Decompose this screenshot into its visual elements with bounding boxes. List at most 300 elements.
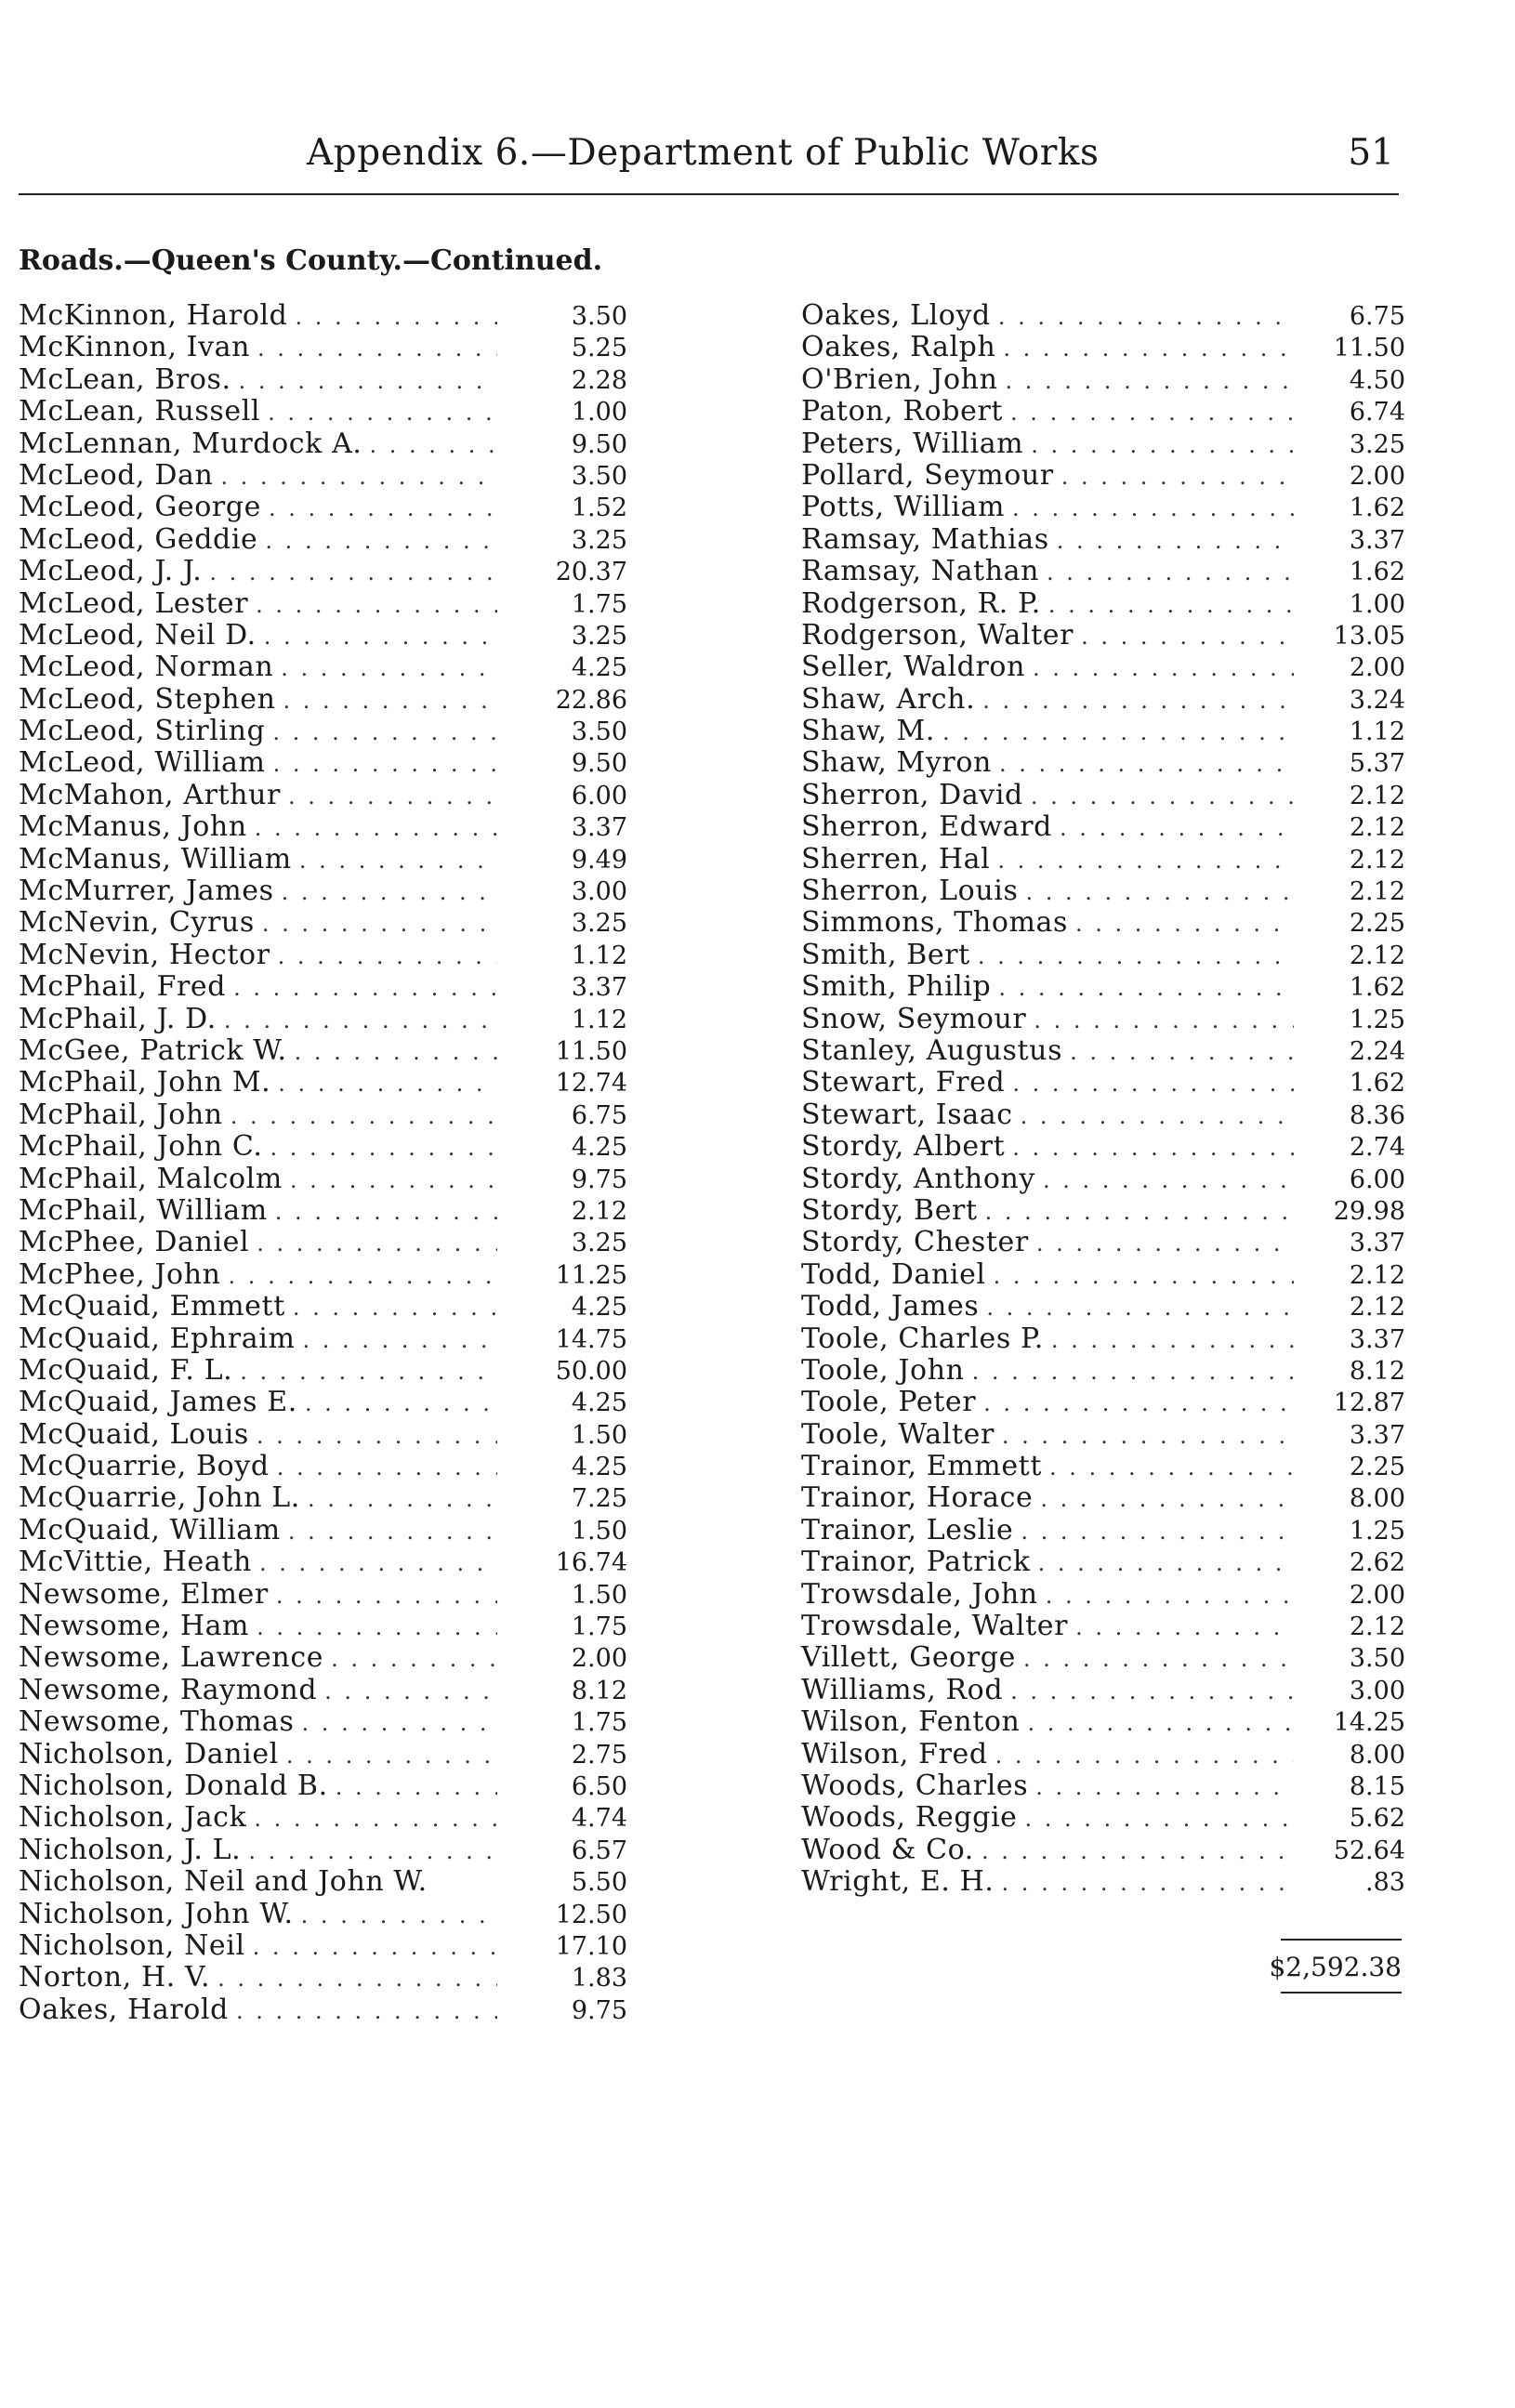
amount: 2.28 <box>571 365 627 395</box>
payee-name: Nicholson, John W. <box>19 1897 294 1930</box>
dot-leader <box>247 812 497 844</box>
list-item <box>801 1419 1405 1451</box>
dot-leader <box>273 652 497 684</box>
dot-leader <box>328 1771 497 1803</box>
dot-leader <box>231 365 497 397</box>
payee-name: Sherren, Hal <box>801 842 991 875</box>
payee-name: Stordy, Albert <box>801 1130 1006 1164</box>
list-item <box>19 1195 627 1227</box>
list-item <box>19 1835 627 1866</box>
amount: 50.00 <box>555 1356 627 1386</box>
amount: 2.12 <box>1349 1260 1405 1290</box>
list-item <box>19 1962 627 1994</box>
payee-name: McLean, Bros. <box>19 362 231 396</box>
amount: 12.87 <box>1333 1388 1405 1418</box>
amount: 1.62 <box>1349 558 1405 587</box>
payee-name: Wood & Co. <box>801 1833 974 1866</box>
payee-name: McLeod, Stirling <box>19 715 266 748</box>
dot-leader <box>226 972 497 1004</box>
dot-leader <box>1074 621 1294 652</box>
total-rule-bottom <box>1281 1992 1402 1994</box>
payee-name: Nicholson, Neil and John W. <box>19 1865 428 1899</box>
list-item <box>801 907 1405 939</box>
payee-name: McQuaid, F. L. <box>19 1353 233 1387</box>
amount: 4.25 <box>571 653 627 683</box>
payee-name: McLennan, Murdock A. <box>19 427 362 460</box>
dot-leader <box>991 972 1294 1004</box>
payee-name: McLeod, Neil D. <box>19 618 257 651</box>
list-item <box>19 332 627 363</box>
list-item <box>19 684 627 716</box>
dot-leader <box>276 685 498 717</box>
payee-name: McMurrer, James <box>19 875 274 908</box>
dot-leader <box>1005 1132 1294 1164</box>
list-item <box>801 556 1405 587</box>
list-item <box>19 1515 627 1546</box>
list-item <box>801 1259 1405 1291</box>
dot-leader <box>294 1900 497 1931</box>
list-item <box>801 1675 1405 1706</box>
dot-leader <box>202 557 497 588</box>
payee-name: Shaw, Myron <box>801 746 992 780</box>
list-item <box>801 1706 1405 1738</box>
dot-leader <box>1016 1643 1294 1675</box>
payee-name: McPhail, Malcolm <box>19 1162 283 1195</box>
list-item <box>19 1675 627 1706</box>
payee-name: McQuaid, William <box>19 1513 281 1546</box>
section-title: Roads.—Queen's County.—Continued. <box>19 244 603 277</box>
amount: 2.12 <box>1349 941 1405 970</box>
payee-name: Smith, Bert <box>801 938 970 971</box>
dot-leader <box>1013 1516 1294 1547</box>
amount: 1.75 <box>571 589 627 619</box>
dot-leader <box>252 1547 497 1579</box>
payee-name: Rodgerson, Walter <box>801 618 1074 651</box>
amount: 8.15 <box>1349 1771 1405 1801</box>
payee-name: Trainor, Emmett <box>801 1450 1042 1483</box>
payee-name: Stewart, Fred <box>801 1066 1006 1099</box>
payee-name: McQuaid, Emmett <box>19 1290 285 1323</box>
dot-leader <box>270 941 497 972</box>
amount: 1.83 <box>571 1964 627 1994</box>
amount: 1.00 <box>1349 589 1405 619</box>
list-item <box>801 1004 1405 1035</box>
amount: 9.49 <box>571 845 627 875</box>
payee-name: Smith, Philip <box>801 970 992 1004</box>
dot-leader <box>1041 589 1294 621</box>
list-item <box>19 1451 627 1482</box>
amount: 2.74 <box>1349 1133 1405 1163</box>
dot-leader <box>249 1612 497 1643</box>
amount: 14.75 <box>555 1324 627 1354</box>
dot-leader <box>986 1260 1294 1292</box>
list-item <box>801 971 1405 1003</box>
list-item <box>801 1835 1405 1866</box>
amount: 4.50 <box>1349 365 1405 395</box>
amount: 3.50 <box>571 302 627 331</box>
amount: 2.62 <box>1349 1548 1405 1578</box>
dot-leader <box>250 333 497 364</box>
right-column-list <box>801 300 1405 1899</box>
amount: 2.25 <box>1349 1453 1405 1482</box>
amount: 1.75 <box>571 1612 627 1642</box>
payee-name: McPhail, John C. <box>19 1130 263 1164</box>
amount: 3.50 <box>1349 1644 1405 1674</box>
payee-name: Simmons, Thomas <box>801 906 1069 940</box>
list-item <box>801 620 1405 651</box>
amount: 1.50 <box>571 1420 627 1450</box>
dot-leader <box>935 717 1294 748</box>
payee-name: Potts, William <box>801 491 1006 524</box>
payee-name: Ramsay, Nathan <box>801 555 1040 588</box>
list-item <box>801 1802 1405 1834</box>
amount: 1.25 <box>1349 1516 1405 1546</box>
list-item <box>19 1802 627 1834</box>
amount: 6.50 <box>571 1771 627 1801</box>
list-item <box>19 1482 627 1514</box>
amount: 3.37 <box>571 813 627 843</box>
dot-leader <box>221 1260 497 1292</box>
dot-leader <box>217 1005 497 1036</box>
payee-name: McQuarrie, John L. <box>19 1481 300 1515</box>
payee-name: McLeod, George <box>19 491 262 524</box>
dot-leader <box>300 1483 497 1515</box>
dot-leader <box>261 493 497 524</box>
list-item <box>801 1546 1405 1578</box>
amount: 7.25 <box>571 1484 627 1514</box>
list-item <box>19 428 627 460</box>
list-item <box>801 811 1405 843</box>
dot-leader <box>274 876 497 908</box>
payee-name: Nicholson, Neil <box>19 1928 245 1962</box>
payee-name: Nicholson, Donald B. <box>19 1769 328 1802</box>
amount: 1.52 <box>571 493 627 523</box>
payee-name: Toole, Walter <box>801 1417 995 1451</box>
list-item <box>19 811 627 843</box>
dot-leader <box>1020 1707 1294 1739</box>
list-item <box>801 1227 1405 1258</box>
amount: 4.25 <box>571 1293 627 1322</box>
list-item <box>801 1195 1405 1227</box>
list-item <box>801 875 1405 907</box>
list-item <box>19 1419 627 1451</box>
dot-leader <box>270 1452 497 1483</box>
payee-name: Newsome, Thomas <box>19 1705 295 1739</box>
list-item <box>19 1930 627 1962</box>
dot-leader <box>245 1931 497 1963</box>
payee-name: McPhee, Daniel <box>19 1226 250 1259</box>
dot-leader <box>260 397 497 428</box>
amount: 52.64 <box>1333 1836 1405 1865</box>
list-item <box>801 1515 1405 1546</box>
payee-name: Trowsdale, Walter <box>801 1610 1069 1643</box>
payee-name: McGee, Patrick W. <box>19 1033 287 1067</box>
payee-name: McVittie, Heath <box>19 1546 252 1579</box>
list-item <box>19 1004 627 1035</box>
payee-name: Sherron, Louis <box>801 875 1019 908</box>
list-item <box>19 1642 627 1674</box>
dot-leader <box>991 301 1294 333</box>
amount: 8.00 <box>1349 1740 1405 1770</box>
list-item <box>801 1164 1405 1195</box>
amount: 5.50 <box>571 1868 627 1898</box>
list-item <box>19 620 627 651</box>
payee-name: Trainor, Leslie <box>801 1513 1014 1546</box>
payee-name: Oakes, Harold <box>19 1993 229 2026</box>
dot-leader <box>297 1388 497 1419</box>
payee-name: Trowsdale, John <box>801 1577 1038 1611</box>
amount: 3.37 <box>1349 525 1405 555</box>
payee-name: Toole, Charles P. <box>801 1322 1044 1355</box>
payee-name: Stanley, Augustus <box>801 1033 1063 1067</box>
payee-name: Stordy, Anthony <box>801 1162 1035 1195</box>
payee-name: Oakes, Ralph <box>801 331 996 364</box>
payee-name: McPhail, J. D. <box>19 1002 217 1035</box>
amount: 2.12 <box>1349 1293 1405 1322</box>
list-item <box>19 907 627 939</box>
dot-leader <box>1068 1612 1294 1643</box>
amount: 1.12 <box>571 1005 627 1034</box>
payee-name: McQuaid, Ephraim <box>19 1322 296 1355</box>
payee-name: McPhail, John M. <box>19 1066 271 1099</box>
payee-name: Newsome, Ham <box>19 1610 250 1643</box>
dot-leader <box>292 845 497 876</box>
amount: 3.25 <box>1349 429 1405 459</box>
list-item <box>801 844 1405 875</box>
dot-leader <box>257 525 497 557</box>
dot-leader <box>249 1228 497 1259</box>
dot-leader <box>223 1100 497 1132</box>
payee-name: Norton, H. V. <box>19 1961 211 1994</box>
amount: 9.75 <box>571 1995 627 2025</box>
dot-leader <box>1031 1547 1294 1579</box>
list-item <box>801 1579 1405 1611</box>
dot-leader <box>995 1867 1294 1899</box>
amount: 6.57 <box>571 1836 627 1865</box>
list-item <box>801 524 1405 556</box>
payee-name: Shaw, M. <box>801 715 936 748</box>
list-item <box>19 1259 627 1291</box>
amount: 2.12 <box>1349 845 1405 875</box>
payee-name: McManus, John <box>19 810 247 844</box>
dot-leader <box>279 1740 497 1771</box>
dot-leader <box>1068 908 1294 940</box>
amount: 3.37 <box>1349 1324 1405 1354</box>
payee-name: McKinnon, Ivan <box>19 331 251 364</box>
dot-leader <box>246 1803 497 1835</box>
amount: 20.37 <box>555 558 627 587</box>
amount: 3.37 <box>1349 1420 1405 1450</box>
payee-name: Peters, William <box>801 427 1024 460</box>
list-item <box>19 1355 627 1387</box>
list-item <box>19 492 627 523</box>
dot-leader <box>1062 1036 1294 1068</box>
payee-name: Shaw, Arch. <box>801 682 976 716</box>
dot-leader <box>248 589 497 621</box>
amount: .83 <box>1365 1868 1405 1898</box>
amount: 4.74 <box>571 1804 627 1834</box>
dot-leader <box>1038 1580 1294 1612</box>
payee-name: Trainor, Patrick <box>801 1546 1031 1579</box>
payee-name: McNevin, Cyrus <box>19 906 255 940</box>
amount: 3.50 <box>571 717 627 747</box>
dot-leader <box>1013 1100 1294 1132</box>
list-item <box>801 1387 1405 1418</box>
header-rule <box>19 193 1399 195</box>
list-item <box>801 1323 1405 1355</box>
amount: 2.75 <box>571 1740 627 1770</box>
list-item <box>19 940 627 971</box>
payee-name: Newsome, Raymond <box>19 1673 318 1706</box>
payee-name: McQuarrie, Boyd <box>19 1450 270 1483</box>
payee-name: McLeod, Stephen <box>19 682 276 716</box>
dot-leader <box>976 1388 1294 1419</box>
payee-name: Stordy, Bert <box>801 1193 978 1227</box>
payee-name: Todd, James <box>801 1290 980 1323</box>
payee-name: Trainor, Horace <box>801 1481 1034 1515</box>
payee-name: Wilson, Fred <box>801 1737 988 1770</box>
dot-leader <box>1054 461 1294 493</box>
list-item <box>801 1067 1405 1099</box>
payee-name: McMahon, Arthur <box>19 778 281 811</box>
amount: 9.50 <box>571 749 627 779</box>
payee-name: Newsome, Lawrence <box>19 1641 324 1675</box>
amount: 3.25 <box>571 1229 627 1258</box>
total-rule-top <box>1281 1939 1402 1941</box>
payee-name: McQuaid, James E. <box>19 1386 297 1419</box>
amount: 2.00 <box>571 1644 627 1674</box>
dot-leader <box>1023 429 1294 461</box>
payee-name: McPhail, John <box>19 1098 223 1131</box>
list-item <box>801 1099 1405 1131</box>
amount: 8.36 <box>1349 1100 1405 1130</box>
amount: 16.74 <box>555 1548 627 1578</box>
payee-name: Snow, Seymour <box>801 1002 1027 1035</box>
amount: 2.12 <box>1349 813 1405 843</box>
dot-leader <box>1029 1228 1294 1259</box>
payee-name: McKinnon, Harold <box>19 299 288 332</box>
payee-name: McLeod, Norman <box>19 651 274 684</box>
amount: 12.50 <box>555 1900 627 1929</box>
dot-leader <box>1005 1068 1294 1099</box>
dot-leader <box>241 1836 497 1867</box>
list-item <box>19 1546 627 1578</box>
payee-name: Oakes, Lloyd <box>801 299 991 332</box>
dot-leader <box>232 1356 497 1388</box>
list-item <box>801 684 1405 716</box>
list-item <box>19 524 627 556</box>
payee-name: McManus, William <box>19 842 292 875</box>
amount: 1.12 <box>1349 717 1405 747</box>
list-item <box>801 940 1405 971</box>
amount: 6.75 <box>571 1100 627 1130</box>
dot-leader <box>965 1356 1294 1388</box>
dot-leader <box>269 1580 497 1612</box>
amount: 6.74 <box>1349 398 1405 428</box>
payee-name: Newsome, Elmer <box>19 1577 269 1611</box>
amount: 1.75 <box>571 1708 627 1738</box>
dot-leader <box>1018 876 1294 908</box>
payee-name: Seller, Waldron <box>801 651 1026 684</box>
amount: 8.12 <box>1349 1356 1405 1386</box>
list-item <box>801 460 1405 492</box>
amount: 9.75 <box>571 1165 627 1194</box>
list-item <box>801 1739 1405 1770</box>
amount: 3.25 <box>571 525 627 555</box>
amount: 8.00 <box>1349 1484 1405 1514</box>
amount: 3.25 <box>571 621 627 651</box>
list-item <box>19 460 627 492</box>
amount: 3.37 <box>1349 1229 1405 1258</box>
list-item <box>801 1291 1405 1322</box>
payee-name: McLeod, Dan <box>19 458 214 492</box>
list-item <box>801 1355 1405 1387</box>
dot-leader <box>979 1292 1294 1323</box>
amount: 1.62 <box>1349 1069 1405 1099</box>
list-item <box>19 1067 627 1099</box>
payee-name: McLean, Russell <box>19 395 261 428</box>
list-item <box>19 1994 627 2026</box>
list-item <box>19 364 627 396</box>
amount: 3.00 <box>571 877 627 907</box>
dot-leader <box>998 365 1294 397</box>
dot-leader <box>990 845 1294 876</box>
dot-leader <box>257 621 497 652</box>
list-item <box>19 1739 627 1770</box>
list-item <box>801 716 1405 747</box>
amount: 1.25 <box>1349 1005 1405 1034</box>
list-item <box>801 780 1405 811</box>
amount: 2.12 <box>571 1196 627 1226</box>
dot-leader <box>287 1036 497 1068</box>
dot-leader <box>1026 1005 1294 1036</box>
list-item <box>801 747 1405 779</box>
amount: 2.12 <box>1349 877 1405 907</box>
dot-leader <box>283 1165 497 1196</box>
list-item <box>19 716 627 747</box>
payee-name: McPhee, John <box>19 1257 221 1291</box>
dot-leader <box>268 1196 497 1228</box>
payee-name: Stewart, Isaac <box>801 1098 1013 1131</box>
payee-name: Woods, Reggie <box>801 1801 1018 1835</box>
payee-name: Nicholson, Daniel <box>19 1737 279 1770</box>
dot-leader <box>995 1420 1294 1452</box>
amount: 29.98 <box>1333 1196 1405 1226</box>
amount: 11.25 <box>555 1260 627 1290</box>
payee-name: Woods, Charles <box>801 1769 1029 1802</box>
list-item <box>801 1642 1405 1674</box>
dot-leader <box>266 748 497 780</box>
payee-name: Pollard, Seymour <box>801 458 1054 492</box>
list-item <box>19 1579 627 1611</box>
payee-name: McLeod, Geddie <box>19 522 258 556</box>
page-number: 51 <box>1348 132 1394 174</box>
dot-leader <box>992 748 1294 780</box>
amount: 1.00 <box>571 398 627 428</box>
list-item <box>19 1706 627 1738</box>
amount: 3.00 <box>1349 1676 1405 1705</box>
dot-leader <box>995 333 1294 364</box>
list-item <box>801 396 1405 428</box>
dot-leader <box>229 1995 497 2027</box>
amount: 2.00 <box>1349 653 1405 683</box>
dot-leader <box>978 1196 1294 1228</box>
amount: 2.00 <box>1349 1580 1405 1610</box>
dot-leader <box>281 781 497 812</box>
amount: 2.12 <box>1349 1612 1405 1642</box>
left-column-list <box>19 300 627 2026</box>
dot-leader <box>287 301 497 333</box>
